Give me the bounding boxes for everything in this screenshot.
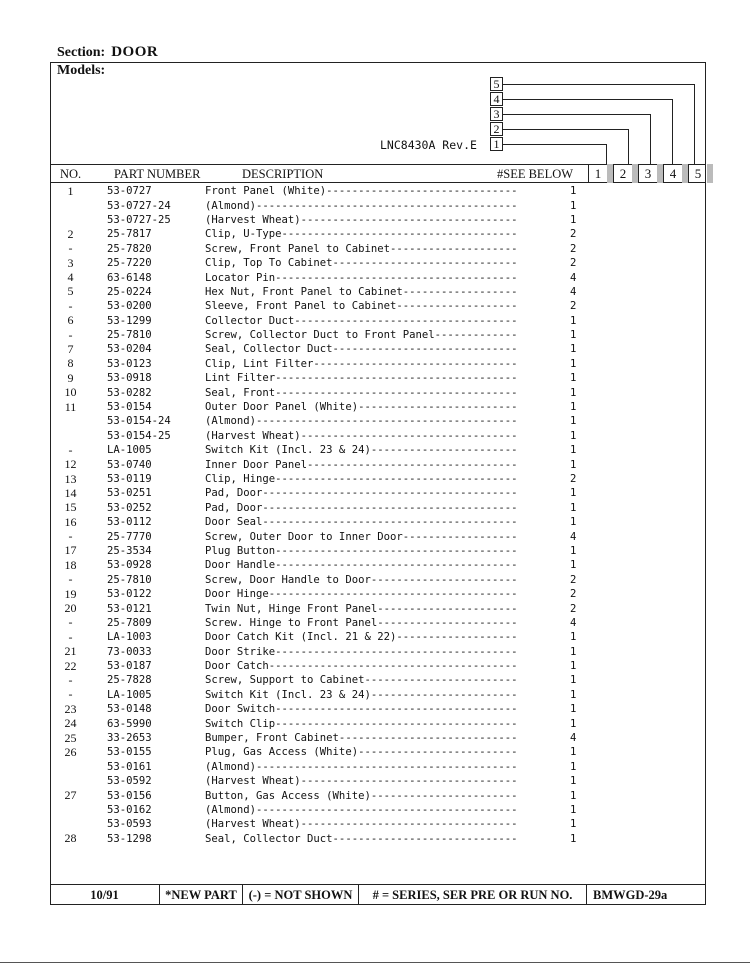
- part-description: Locator Pin--------------------------------------: [205, 271, 518, 284]
- part-item-number: -: [68, 241, 73, 256]
- table-row: [52, 515, 702, 529]
- parts-table: [52, 184, 702, 846]
- part-quantity: 4: [570, 285, 577, 298]
- models-label: Models:: [57, 63, 106, 78]
- table-row: [52, 673, 702, 687]
- part-description: Clip, U-Type-------------------------------------: [205, 228, 518, 241]
- part-description: Lint Filter--------------------------------------: [205, 372, 518, 385]
- part-number: 53-0122: [107, 588, 152, 601]
- part-item-number: 1: [67, 183, 74, 198]
- part-quantity: 1: [570, 559, 577, 572]
- series-box-2: 2: [490, 122, 503, 136]
- part-description: Screw, Front Panel to Cabinet--------------------: [205, 242, 518, 255]
- part-description: Door Handle--------------------------------------: [205, 559, 518, 572]
- table-row: [52, 832, 702, 846]
- table-row: [52, 529, 702, 543]
- part-quantity: 1: [570, 415, 577, 428]
- table-row: [52, 227, 702, 241]
- part-quantity: 1: [570, 818, 577, 831]
- part-number: 33-2653: [107, 732, 152, 745]
- table-row: [52, 745, 702, 759]
- section-value: DOOR: [111, 44, 159, 60]
- series-box-1: 1: [490, 137, 503, 151]
- part-item-number: 20: [64, 601, 77, 616]
- part-number: 73-0033: [107, 645, 152, 658]
- part-number: 53-0727-25: [107, 213, 171, 226]
- part-description: (Harvest Wheat)----------------------------------: [205, 429, 518, 442]
- part-item-number: -: [68, 442, 73, 457]
- part-description: Screw, Support to Cabinet------------------------: [205, 674, 518, 687]
- table-row: [52, 213, 702, 227]
- table-row: [52, 558, 702, 572]
- series-bracket-1: [503, 144, 607, 165]
- part-description: Clip, Top To Cabinet-----------------------------: [205, 257, 518, 270]
- part-number: 63-6148: [107, 271, 152, 284]
- part-number: 53-0727-24: [107, 199, 171, 212]
- series-separator: [707, 164, 713, 183]
- table-row: [52, 501, 702, 515]
- table-row: [52, 716, 702, 730]
- part-description: (Almond)-----------------------------------------: [205, 803, 518, 816]
- table-row: [52, 587, 702, 601]
- table-row: [52, 817, 702, 831]
- part-description: Switch Clip--------------------------------------: [205, 717, 518, 730]
- section-heading: [57, 44, 158, 61]
- footer-not-shown: (-) = NOT SHOWN: [243, 885, 359, 905]
- part-quantity: 4: [570, 732, 577, 745]
- part-item-number: 25: [64, 730, 77, 745]
- table-row: [52, 256, 702, 270]
- part-number: 25-7820: [107, 242, 152, 255]
- part-quantity: 1: [570, 401, 577, 414]
- part-number: 53-0121: [107, 602, 152, 615]
- column-header-part-number: PART NUMBER: [114, 167, 201, 181]
- part-number: 53-0154: [107, 401, 152, 414]
- part-description: (Almond)-----------------------------------------: [205, 415, 518, 428]
- part-number: 63-5990: [107, 717, 152, 730]
- part-description: Hex Nut, Front Panel to Cabinet------------------: [205, 285, 518, 298]
- part-quantity: 1: [570, 487, 577, 500]
- part-quantity: 1: [570, 213, 577, 226]
- part-description: (Almond)-----------------------------------------: [205, 760, 518, 773]
- table-row: [52, 328, 702, 342]
- part-quantity: 1: [570, 631, 577, 644]
- part-number: 53-0200: [107, 300, 152, 313]
- part-description: Pad, Door----------------------------------------: [205, 487, 518, 500]
- part-description: Twin Nut, Hinge Front Panel----------------------: [205, 602, 518, 615]
- table-row: [52, 357, 702, 371]
- table-row: [52, 242, 702, 256]
- part-description: (Almond)-----------------------------------------: [205, 199, 518, 212]
- part-description: Front Panel (White)------------------------------: [205, 185, 518, 198]
- column-header-see-below: #SEE BELOW: [497, 167, 574, 181]
- part-number: 53-0119: [107, 473, 152, 485]
- part-item-number: 19: [64, 586, 77, 601]
- part-description: Screw, Outer Door to Inner Door------------------: [205, 530, 518, 543]
- part-item-number: 27: [64, 788, 77, 803]
- part-item-number: 24: [64, 716, 77, 731]
- part-quantity: 2: [570, 573, 577, 586]
- table-row: [52, 788, 702, 802]
- part-quantity: 2: [570, 588, 577, 601]
- part-number: 25-0224: [107, 285, 152, 298]
- table-row: [52, 429, 702, 443]
- part-number: 25-7220: [107, 257, 152, 270]
- part-item-number: 4: [67, 270, 74, 285]
- series-number-2: 2: [613, 164, 632, 183]
- table-row: [52, 760, 702, 774]
- part-item-number: 14: [64, 485, 77, 500]
- part-quantity: 2: [570, 257, 577, 270]
- part-description: Plug Button--------------------------------------: [205, 544, 518, 557]
- part-number: 53-1298: [107, 832, 152, 845]
- part-quantity: 1: [570, 746, 577, 759]
- part-item-number: 6: [67, 313, 74, 328]
- part-description: Inner Door Panel---------------------------------: [205, 458, 518, 471]
- part-number: LA-1005: [107, 444, 152, 457]
- part-description: Switch Kit (Incl. 23 & 24)-----------------------: [205, 444, 518, 457]
- part-number: 53-0727: [107, 185, 152, 198]
- model-code: LNC8430A Rev.E: [380, 138, 477, 152]
- part-item-number: 26: [64, 744, 77, 759]
- part-item-number: -: [68, 615, 73, 630]
- table-row: [52, 573, 702, 587]
- page-bottom-rule: [0, 962, 750, 963]
- part-number: 53-0252: [107, 501, 152, 514]
- part-description: Door Catch---------------------------------------: [205, 660, 518, 673]
- part-item-number: 22: [64, 658, 77, 673]
- part-quantity: 1: [570, 703, 577, 716]
- part-item-number: 13: [64, 471, 77, 486]
- part-item-number: -: [68, 672, 73, 687]
- part-description: Collector Duct-----------------------------------: [205, 314, 518, 327]
- part-number: 53-0251: [107, 487, 152, 500]
- column-header-no: NO.: [60, 167, 82, 181]
- part-description: Door Catch Kit (Incl. 21 & 22)-------------------: [205, 631, 518, 644]
- table-row: [52, 314, 702, 328]
- part-item-number: 12: [64, 457, 77, 472]
- part-quantity: 1: [570, 357, 577, 370]
- footer-bar: [50, 884, 706, 905]
- part-item-number: 18: [64, 557, 77, 572]
- part-quantity: 1: [570, 516, 577, 529]
- part-quantity: 1: [570, 717, 577, 730]
- part-description: Door Hinge---------------------------------------: [205, 588, 518, 601]
- part-number: 53-0148: [107, 703, 152, 716]
- table-row: [52, 285, 702, 299]
- part-description: (Harvest Wheat)----------------------------------: [205, 818, 518, 831]
- part-item-number: -: [68, 687, 73, 702]
- part-quantity: 1: [570, 458, 577, 471]
- part-description: Pad, Door----------------------------------------: [205, 501, 518, 514]
- part-item-number: 5: [67, 284, 74, 299]
- part-number: 25-7809: [107, 616, 152, 629]
- part-description: Clip, Lint Filter--------------------------------: [205, 357, 518, 370]
- part-quantity: 1: [570, 674, 577, 687]
- series-number-3: 3: [638, 164, 657, 183]
- table-row: [52, 702, 702, 716]
- part-number: 53-0282: [107, 386, 152, 399]
- part-number: 53-0593: [107, 818, 152, 831]
- part-item-number: 10: [64, 385, 77, 400]
- part-item-number: -: [68, 629, 73, 644]
- series-box-4: 4: [490, 92, 503, 106]
- part-item-number: 21: [64, 644, 77, 659]
- section-label: Section:: [57, 45, 106, 60]
- part-quantity: 2: [570, 228, 577, 241]
- series-number-4: 4: [663, 164, 682, 183]
- part-number: 53-0928: [107, 559, 152, 572]
- part-item-number: 15: [64, 500, 77, 515]
- part-item-number: -: [68, 529, 73, 544]
- part-description: Screw, Collector Duct to Front Panel-------------: [205, 329, 518, 342]
- part-quantity: 2: [570, 242, 577, 255]
- part-quantity: 1: [570, 329, 577, 342]
- part-quantity: 1: [570, 803, 577, 816]
- part-description: Seal, Collector Duct-----------------------------: [205, 832, 518, 845]
- part-item-number: -: [68, 327, 73, 342]
- series-number-strip: [588, 164, 713, 183]
- table-row: [52, 299, 702, 313]
- part-description: Switch Kit (Incl. 23 & 24)-----------------------: [205, 688, 518, 701]
- part-number: 53-0123: [107, 357, 152, 370]
- part-description: Plug, Gas Access (White)-------------------------: [205, 746, 518, 759]
- part-description: Bumper, Front Cabinet----------------------------: [205, 732, 518, 745]
- part-description: Screw. Hinge to Front Panel----------------------: [205, 616, 518, 629]
- table-row: [52, 803, 702, 817]
- part-item-number: 9: [67, 370, 74, 385]
- part-description: Door Strike--------------------------------------: [205, 645, 518, 658]
- part-number: LA-1005: [107, 688, 152, 701]
- table-row: [52, 371, 702, 385]
- part-number: 25-7828: [107, 674, 152, 687]
- part-quantity: 1: [570, 775, 577, 788]
- part-quantity: 1: [570, 314, 577, 327]
- part-quantity: 1: [570, 343, 577, 356]
- part-number: LA-1003: [107, 631, 152, 644]
- part-quantity: 1: [570, 760, 577, 773]
- table-row: [52, 731, 702, 745]
- series-number-5: 5: [688, 164, 707, 183]
- part-quantity: 2: [570, 473, 577, 485]
- part-description: Door Switch--------------------------------------: [205, 703, 518, 716]
- part-item-number: 17: [64, 543, 77, 558]
- part-item-number: 28: [64, 831, 77, 846]
- part-description: (Harvest Wheat)----------------------------------: [205, 775, 518, 788]
- part-quantity: 1: [570, 501, 577, 514]
- part-item-number: 7: [67, 342, 74, 356]
- part-item-number: -: [68, 298, 73, 313]
- table-row: [52, 645, 702, 659]
- part-quantity: 4: [570, 616, 577, 629]
- part-quantity: 1: [570, 429, 577, 442]
- table-row: [52, 486, 702, 500]
- part-quantity: 1: [570, 444, 577, 457]
- part-number: 25-7817: [107, 228, 152, 241]
- part-item-number: 16: [64, 514, 77, 529]
- part-description: Door Seal----------------------------------------: [205, 516, 518, 529]
- part-quantity: 1: [570, 199, 577, 212]
- table-row: [52, 601, 702, 615]
- footer-doc-id: BMWGD-29a: [593, 888, 668, 902]
- part-description: (Harvest Wheat)----------------------------------: [205, 213, 518, 226]
- table-row: [52, 616, 702, 630]
- part-quantity: 2: [570, 602, 577, 615]
- table-row: [52, 472, 702, 486]
- part-description: Sleeve, Front Panel to Cabinet-------------------: [205, 300, 518, 313]
- part-item-number: 23: [64, 701, 77, 716]
- part-number: 25-7770: [107, 530, 152, 543]
- part-quantity: 1: [570, 688, 577, 701]
- table-row: [52, 342, 702, 356]
- part-number: 53-0204: [107, 343, 152, 356]
- table-row: [52, 184, 702, 198]
- table-row: [52, 270, 702, 284]
- part-number: 25-7810: [107, 329, 152, 342]
- part-number: 53-0187: [107, 660, 152, 673]
- part-number: 53-0918: [107, 372, 152, 385]
- part-quantity: 1: [570, 832, 577, 845]
- part-item-number: 11: [64, 399, 77, 414]
- part-number: 53-1299: [107, 314, 152, 327]
- part-item-number: -: [68, 572, 73, 587]
- footer-new-part: *NEW PART: [160, 885, 243, 905]
- table-row: [52, 400, 702, 414]
- table-row: [52, 443, 702, 457]
- part-number: 53-0156: [107, 789, 152, 802]
- part-number: 53-0740: [107, 458, 152, 471]
- part-quantity: 1: [570, 645, 577, 658]
- part-number: 53-0154-25: [107, 429, 171, 442]
- part-quantity: 2: [570, 300, 577, 313]
- part-quantity: 1: [570, 386, 577, 399]
- table-row: [52, 385, 702, 399]
- part-number: 53-0592: [107, 775, 152, 788]
- part-item-number: 2: [67, 226, 74, 241]
- table-row: [52, 198, 702, 212]
- table-row: [52, 457, 702, 471]
- part-number: 53-0161: [107, 760, 152, 773]
- table-row: [52, 414, 702, 428]
- part-description: Screw, Door Handle to Door-----------------------: [205, 573, 518, 586]
- column-header-description: DESCRIPTION: [242, 167, 324, 181]
- table-row: [52, 544, 702, 558]
- footer-series-legend: # = SERIES, SER PRE OR RUN NO.: [359, 885, 587, 905]
- part-number: 53-0154-24: [107, 415, 171, 428]
- part-description: Button, Gas Access (White)-----------------------: [205, 789, 518, 802]
- part-number: 25-7810: [107, 573, 152, 586]
- part-description: Seal, Collector Duct-----------------------------: [205, 343, 518, 356]
- table-row: [52, 630, 702, 644]
- part-quantity: 1: [570, 789, 577, 802]
- part-description: Clip, Hinge--------------------------------------: [205, 473, 518, 485]
- part-number: 53-0162: [107, 803, 152, 816]
- part-quantity: 4: [570, 271, 577, 284]
- series-box-3: 3: [490, 107, 503, 121]
- part-number: 25-3534: [107, 544, 152, 557]
- part-quantity: 1: [570, 372, 577, 385]
- part-number: 53-0155: [107, 746, 152, 759]
- part-quantity: 1: [570, 660, 577, 673]
- part-description: Outer Door Panel (White)-------------------------: [205, 401, 518, 414]
- part-item-number: 3: [67, 255, 74, 270]
- footer-date: 10/91: [50, 885, 160, 905]
- part-description: Seal, Front--------------------------------------: [205, 386, 518, 399]
- table-row: [52, 774, 702, 788]
- part-quantity: 4: [570, 530, 577, 543]
- part-quantity: 1: [570, 544, 577, 557]
- table-row: [52, 688, 702, 702]
- part-quantity: 1: [570, 185, 577, 198]
- part-number: 53-0112: [107, 516, 152, 529]
- table-row: [52, 659, 702, 673]
- series-box-5: 5: [490, 77, 503, 91]
- part-item-number: 8: [67, 356, 74, 371]
- series-number-1: 1: [588, 164, 607, 183]
